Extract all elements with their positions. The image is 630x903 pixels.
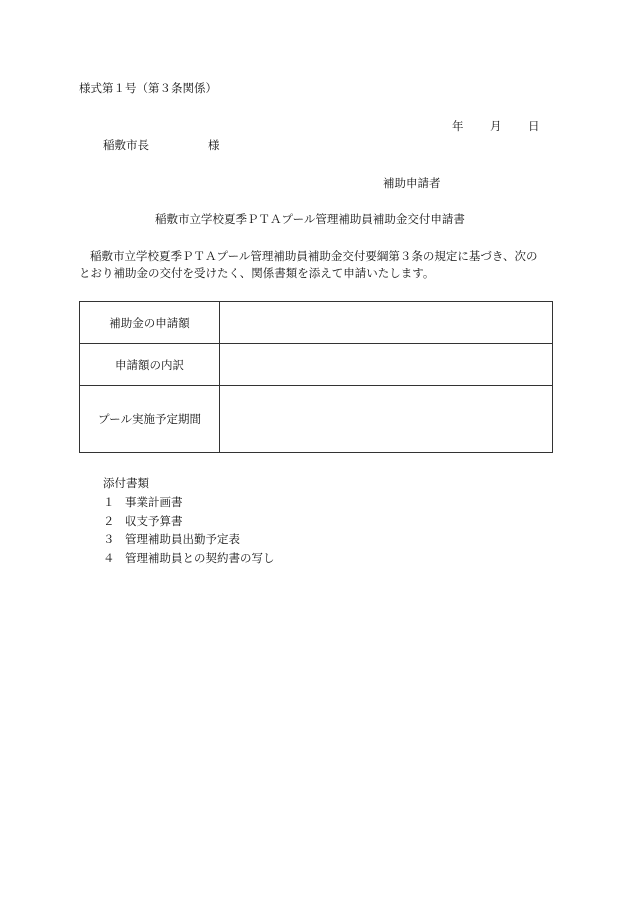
attachment-number: ４ xyxy=(103,551,115,565)
list-item xyxy=(103,495,183,509)
attachment-number: ３ xyxy=(103,532,115,546)
row-value-breakdown xyxy=(220,344,553,386)
row-label-period: プール実施予定期間 xyxy=(80,386,220,453)
application-table xyxy=(79,301,553,453)
table-row xyxy=(80,302,553,344)
body-line-1: 稲敷市立学校夏季ＰＴＡプール管理補助員補助金交付要綱第３条の規定に基づき、次の xyxy=(90,249,538,263)
row-value-amount xyxy=(220,302,553,344)
document-title: 稲敷市立学校夏季ＰＴＡプール管理補助員補助金交付申請書 xyxy=(155,212,465,226)
attachment-number: １ xyxy=(103,495,115,509)
applicant-label: 補助申請者 xyxy=(383,176,441,190)
attachment-text: 管理補助員出勤予定表 xyxy=(125,532,240,546)
date-day-label: 日 xyxy=(528,119,540,133)
table-row xyxy=(80,344,553,386)
attachment-text: 管理補助員との契約書の写し xyxy=(125,551,275,565)
attachment-number: ２ xyxy=(103,514,115,528)
attachment-text: 収支予算書 xyxy=(125,514,183,528)
addressee-suffix: 様 xyxy=(208,138,220,152)
attachment-text: 事業計画書 xyxy=(125,495,183,509)
body-line-2: とおり補助金の交付を受けたく、関係書類を添えて申請いたします。 xyxy=(79,266,435,280)
form-number: 様式第１号（第３条関係） xyxy=(79,81,217,95)
attachments-heading: 添付書類 xyxy=(103,476,149,490)
row-label-breakdown: 申請額の内訳 xyxy=(80,344,220,386)
row-label-amount: 補助金の申請額 xyxy=(80,302,220,344)
list-item xyxy=(103,532,240,546)
date-month-label: 月 xyxy=(490,119,502,133)
date-year-label: 年 xyxy=(452,119,464,133)
list-item xyxy=(103,551,275,565)
addressee-name: 稲敷市長 xyxy=(103,138,149,152)
table-row xyxy=(80,386,553,453)
list-item xyxy=(103,514,183,528)
body-text xyxy=(79,248,554,282)
row-value-period xyxy=(220,386,553,453)
date-line xyxy=(452,119,540,133)
